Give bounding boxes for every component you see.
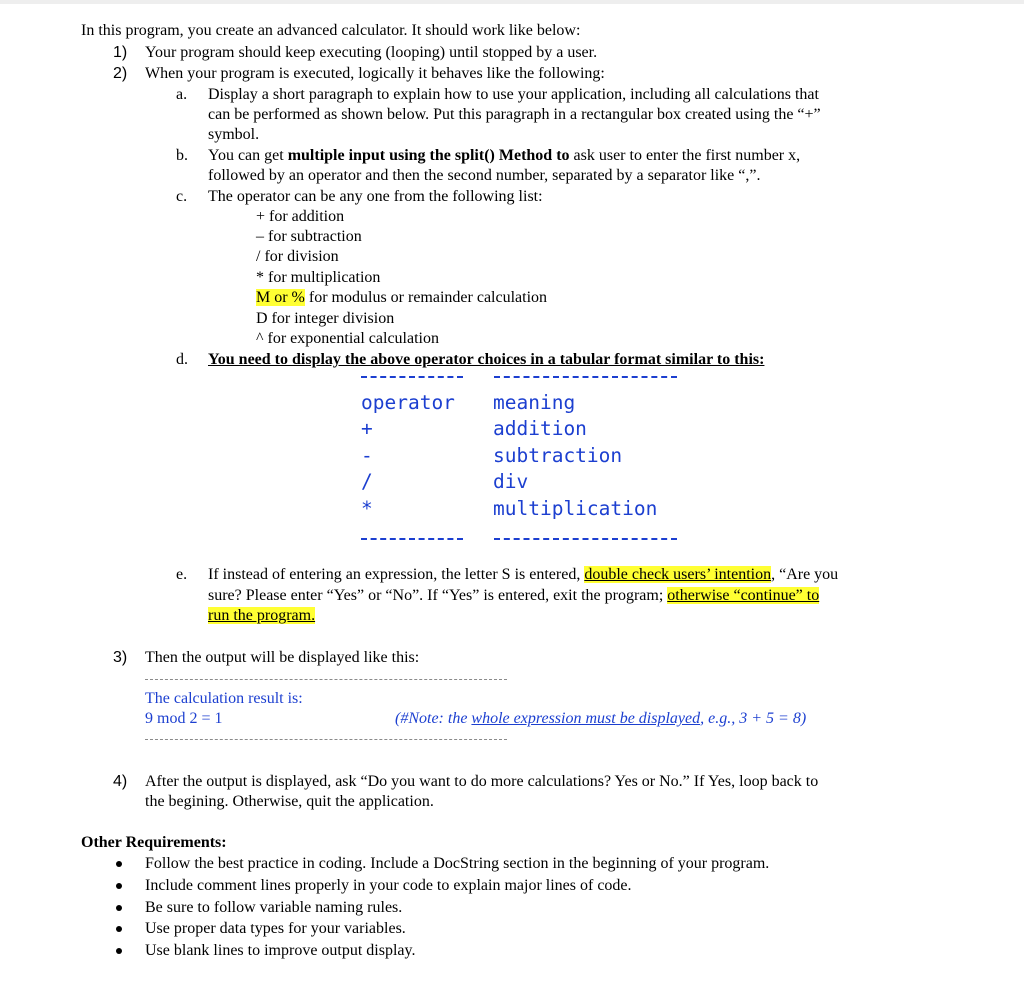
requirement-item: Be sure to follow variable naming rules. bbox=[145, 899, 403, 916]
operator-mul: * for multiplication bbox=[256, 269, 381, 286]
output-note-underlined: whole expression must be displayed bbox=[471, 710, 701, 727]
operator-sub: – for subtraction bbox=[256, 228, 362, 245]
sub-b-post: ask user to enter the first number x, bbox=[569, 147, 801, 164]
output-note-pre: (#Note: the bbox=[395, 710, 472, 727]
sub-a-label: a. bbox=[176, 86, 188, 103]
requirement-item: Use blank lines to improve output display. bbox=[145, 942, 416, 959]
step-2-text: When your program is executed, logically it behaves like the following: bbox=[145, 65, 605, 82]
bullet-icon bbox=[116, 926, 122, 932]
sub-a-line-3: symbol. bbox=[208, 126, 260, 143]
bullet-icon bbox=[116, 861, 122, 867]
step-1-text: Your program should keep executing (looping) until stopped by a user. bbox=[145, 44, 598, 61]
sub-d-label: d. bbox=[176, 351, 188, 368]
table-row-op: + bbox=[361, 417, 373, 440]
operator-mod-rest: for modulus or remainder calculation bbox=[304, 289, 548, 306]
output-label: The calculation result is: bbox=[145, 690, 303, 707]
sub-c-text: The operator can be any one from the following list: bbox=[208, 188, 543, 205]
step-3-text: Then the output will be displayed like this: bbox=[145, 649, 420, 666]
operator-exp: ^ for exponential calculation bbox=[256, 330, 439, 347]
sub-e-label: e. bbox=[176, 566, 188, 583]
sub-d-text: You need to display the above operator choices in a tabular format similar to this: bbox=[208, 351, 765, 368]
output-note bbox=[395, 709, 806, 729]
table-bottom-dash-right bbox=[494, 538, 677, 540]
sub-e-line-3 bbox=[208, 606, 315, 626]
step-4-line-1: After the output is displayed, ask “Do you want to do more calculations? Yes or No.” If Yes, loop back to bbox=[145, 773, 819, 790]
table-top-dash-right bbox=[494, 376, 677, 378]
sub-c-label: c. bbox=[176, 188, 188, 205]
table-top-dash-left bbox=[361, 376, 463, 378]
operator-mod bbox=[256, 288, 547, 308]
operator-mod-highlight: M or % bbox=[256, 289, 305, 306]
table-header-meaning: meaning bbox=[493, 391, 576, 414]
output-expression: 9 mod 2 = 1 bbox=[145, 710, 223, 727]
table-row-meaning: multiplication bbox=[493, 497, 658, 520]
intro-text: In this program, you create an advanced calculator. It should work like below: bbox=[81, 22, 581, 39]
sub-b-line-1 bbox=[208, 146, 800, 166]
other-requirements-title: Other Requirements: bbox=[81, 834, 227, 851]
requirement-item: Include comment lines properly in your code to explain major lines of code. bbox=[145, 877, 632, 894]
table-row-op: - bbox=[361, 444, 373, 467]
table-row-op: * bbox=[361, 497, 373, 520]
table-bottom-dash-left bbox=[361, 538, 463, 540]
output-note-post: , e.g., 3 + 5 = 8) bbox=[700, 710, 807, 727]
operator-intdiv: D for integer division bbox=[256, 310, 395, 327]
bullet-icon bbox=[116, 948, 122, 954]
output-top-dash bbox=[145, 679, 507, 680]
sub-e-post: , “Are you bbox=[771, 566, 839, 583]
sub-e-line-2-pre: sure? Please enter “Yes” or “No”. If “Yes” is entered, exit the program; bbox=[208, 587, 668, 604]
step-4-line-2: the begining. Otherwise, quit the application. bbox=[145, 793, 434, 810]
requirement-item: Use proper data types for your variables. bbox=[145, 920, 406, 937]
bullet-icon bbox=[116, 883, 122, 889]
table-row-op: / bbox=[361, 470, 373, 493]
output-bottom-dash bbox=[145, 739, 507, 740]
step-2-number: 2) bbox=[113, 65, 128, 82]
step-1-number: 1) bbox=[113, 44, 128, 61]
sub-e-line-2 bbox=[208, 586, 819, 606]
sub-e-pre: If instead of entering an expression, the letter S is entered, bbox=[208, 566, 585, 583]
top-border bbox=[0, 0, 1024, 4]
sub-b-line-2: followed by an operator and then the second number, separated by a separator like “,”. bbox=[208, 167, 761, 184]
table-row-meaning: addition bbox=[493, 417, 587, 440]
table-header-operator: operator bbox=[361, 391, 455, 414]
operator-add: + for addition bbox=[256, 208, 345, 225]
sub-e-highlight-1: double check users’ intention bbox=[584, 566, 772, 583]
sub-a-line-2: can be performed as shown below. Put this paragraph in a rectangular box created using the “+” bbox=[208, 106, 821, 123]
sub-e-highlight-3: run the program. bbox=[208, 607, 316, 624]
sub-a-line-1: Display a short paragraph to explain how to use your application, including all calculations that bbox=[208, 86, 819, 103]
operator-div: / for division bbox=[256, 248, 339, 265]
sub-e-line-1 bbox=[208, 565, 838, 585]
bullet-icon bbox=[116, 905, 122, 911]
sub-e-highlight-2: otherwise “continue” to bbox=[667, 587, 820, 604]
sub-b-bold: multiple input using the split() Method to bbox=[287, 147, 570, 164]
step-4-number: 4) bbox=[113, 773, 128, 790]
sub-b-pre: You can get bbox=[208, 147, 288, 164]
requirement-item: Follow the best practice in coding. Include a DocString section in the beginning of your program. bbox=[145, 855, 770, 872]
table-row-meaning: div bbox=[493, 470, 529, 493]
step-3-number: 3) bbox=[113, 649, 128, 666]
sub-b-label: b. bbox=[176, 147, 188, 164]
table-row-meaning: subtraction bbox=[493, 444, 623, 467]
